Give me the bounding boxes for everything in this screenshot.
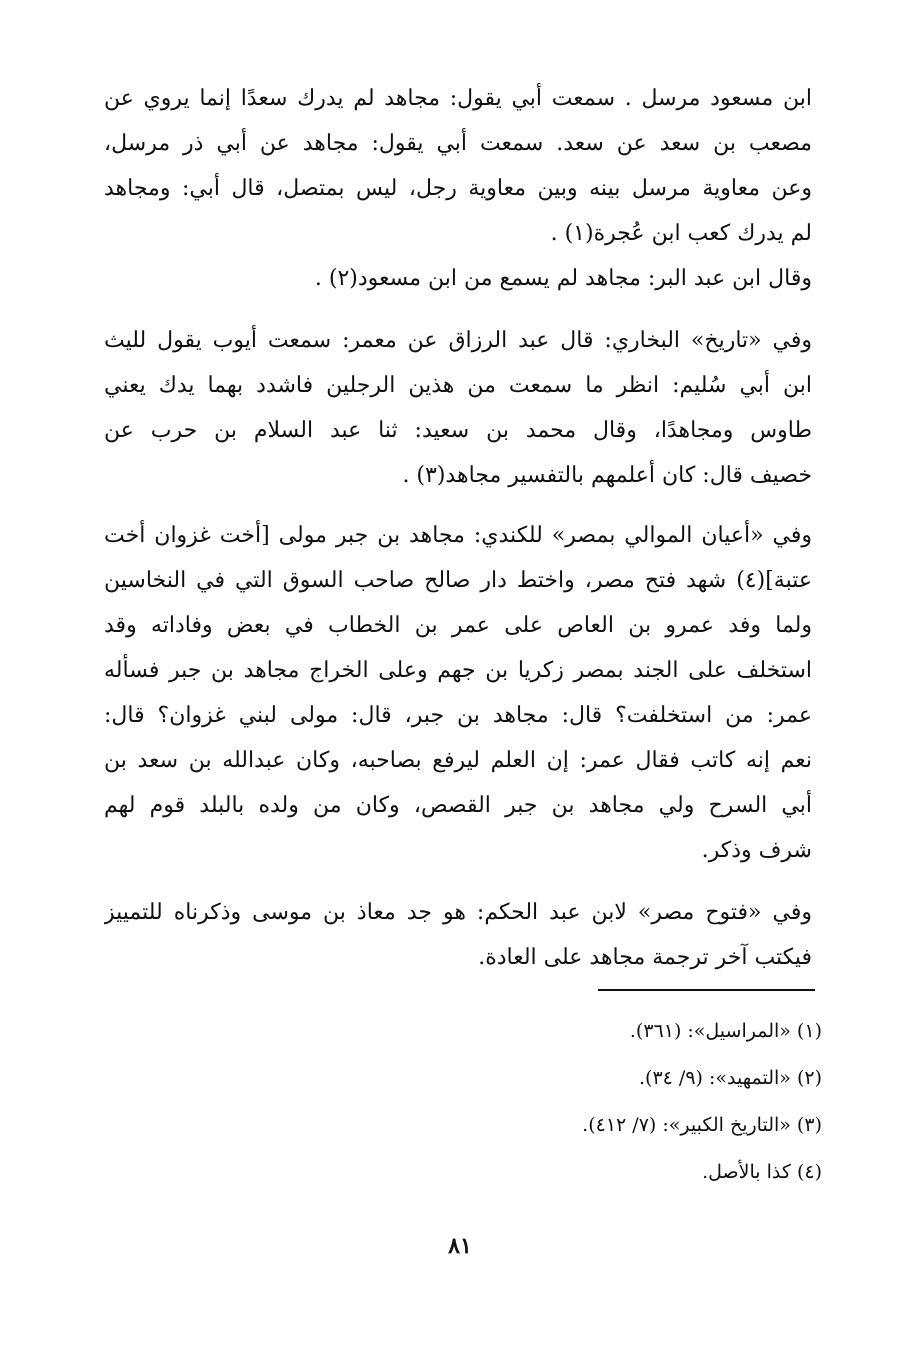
page-number: ٨١ (448, 1233, 472, 1259)
footnote-2: (٢) «التمهيد»: (٩/ ٣٤). (639, 1067, 822, 1089)
text-line: مصعب بن سعد عن سعد. سمعت أبي يقول: مجاهد عن أبي ذر مرسل، (104, 131, 812, 156)
text-line: عمر: من استخلفت؟ قال: مجاهد بن جبر، قال: مولى لبني غزوان؟ قال: (104, 703, 812, 728)
paragraph-2 (104, 256, 812, 301)
text-line: أبي السرح ولي مجاهد بن جبر القصص، وكان من ولده بالبلد قوم لهم (104, 793, 812, 818)
footnote-3: (٣) «التاريخ الكبير»: (٧/ ٤١٢). (582, 1114, 822, 1136)
footnote-separator (598, 989, 815, 991)
text-line: وفي «فتوح مصر» لابن عبد الحكم: هو جد معاذ بن موسى وذكرناه للتمييز (104, 900, 812, 925)
text-line: شرف وذكر. (701, 838, 812, 863)
text-line: وعن معاوية مرسل بينه وبين معاوية رجل، ليس بمتصل، قال أبي: ومجاهد (104, 176, 812, 201)
paragraph-3 (104, 318, 812, 498)
text-line: خصيف قال: كان أعلمهم بالتفسير مجاهد(٣) . (402, 463, 812, 488)
paragraph-1 (104, 76, 812, 256)
text-line: وقال ابن عبد البر: مجاهد لم يسمع من ابن مسعود(٢) . (314, 266, 812, 291)
text-line: لم يدرك كعب ابن عُجرة(١) . (550, 221, 812, 246)
text-line: ابن أبي سُليم: انظر ما سمعت من هذين الرجلين فاشدد بهما يدك يعني (104, 373, 812, 398)
text-line: نعم إنه كاتب فقال عمر: إن العلم ليرفع بصاحبه، وكان عبدالله بن سعد بن (104, 748, 812, 773)
paragraph-4 (104, 513, 812, 873)
text-line: وفي «أعيان الموالي بمصر» للكندي: مجاهد بن جبر مولى [أخت غزوان أخت (104, 523, 812, 548)
text-line: فيكتب آخر ترجمة مجاهد على العادة. (478, 945, 812, 970)
text-line: وفي «تاريخ» البخاري: قال عبد الرزاق عن معمر: سمعت أيوب يقول لليث (104, 328, 812, 353)
text-line: طاوس ومجاهدًا، وقال محمد بن سعيد: ثنا عبد السلام بن حرب عن (104, 418, 812, 443)
footnotes (400, 1008, 822, 1196)
footnote-1: (١) «المراسيل»: (٣٦١). (629, 1020, 822, 1042)
text-line: ولما وفد عمرو بن العاص على عمر بن الخطاب في بعض وفاداته وقد (104, 613, 812, 638)
text-line: ابن مسعود مرسل . سمعت أبي يقول: مجاهد لم يدرك سعدًا إنما يروي عن (104, 86, 812, 111)
text-line: عتبة](٤) شهد فتح مصر، واختط دار صالح صاحب السوق التي في النخاسين (104, 568, 812, 593)
footnote-4: (٤) كذا بالأصل. (702, 1161, 822, 1183)
text-line: استخلف على الجند بمصر زكريا بن جهم وعلى الخراج مجاهد بن جبر فسأله (104, 658, 812, 683)
paragraph-5 (104, 890, 812, 980)
